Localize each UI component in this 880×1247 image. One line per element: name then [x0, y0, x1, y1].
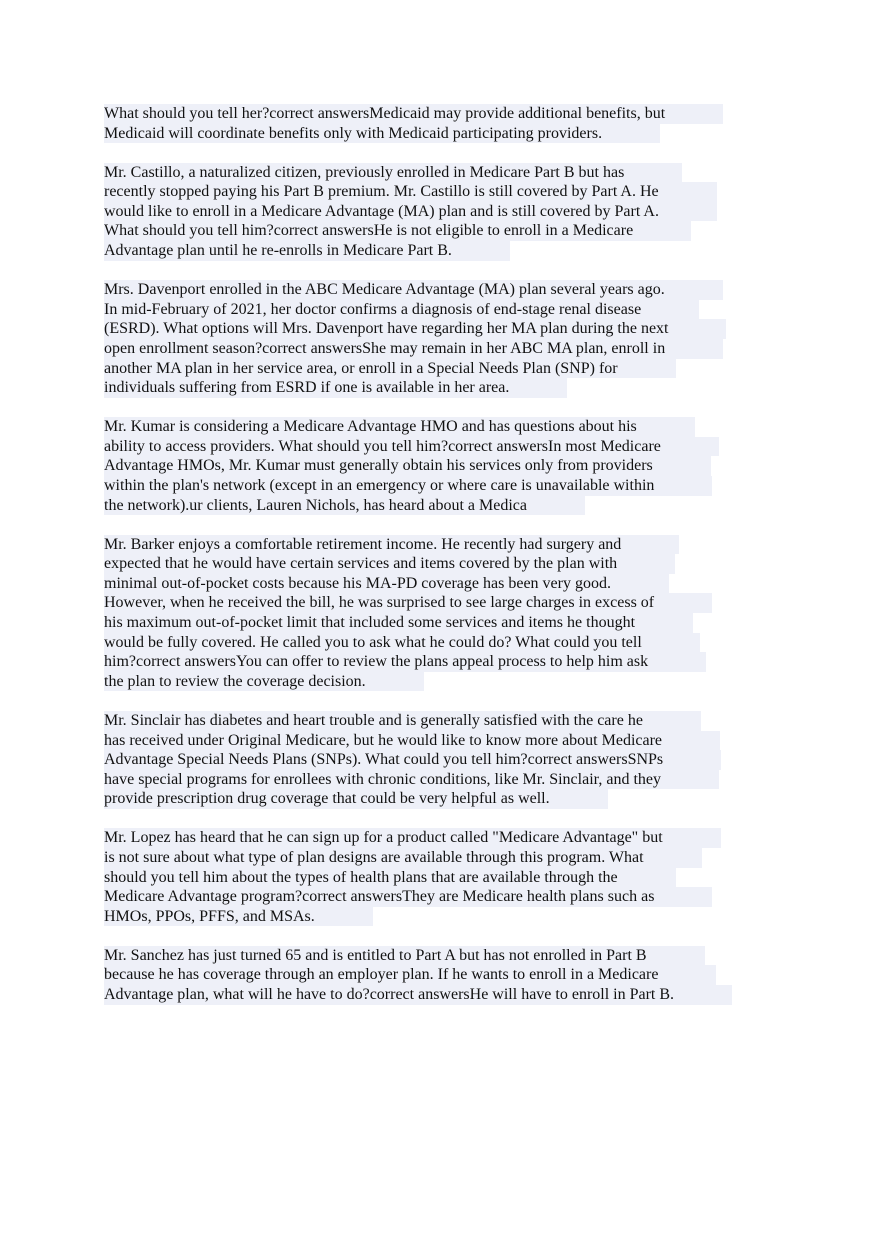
text-line: is not sure about what type of plan designs are available through this program. What — [104, 848, 702, 868]
text-line: Medicaid will coordinate benefits only with Medicaid participating providers. — [104, 124, 660, 144]
paragraph-davenport — [104, 280, 780, 398]
text-line: have special programs for enrollees with chronic conditions, like Mr. Sinclair, and they — [104, 770, 719, 790]
paragraph-castillo — [104, 163, 780, 261]
text-line: provide prescription drug coverage that could be very helpful as well. — [104, 789, 608, 809]
text-line: ability to access providers. What should you tell him?correct answersIn most Medicare — [104, 437, 719, 457]
text-line: would like to enroll in a Medicare Advantage (MA) plan and is still covered by Part A. — [104, 202, 717, 222]
text-line: However, when he received the bill, he was surprised to see large charges in excess of — [104, 593, 712, 613]
text-line: would be fully covered. He called you to ask what he could do? What could you tell — [104, 633, 700, 653]
text-line: In mid-February of 2021, her doctor confirms a diagnosis of end-stage renal disease — [104, 300, 699, 320]
text-line: should you tell him about the types of health plans that are available through the — [104, 868, 676, 888]
text-line: Advantage Special Needs Plans (SNPs). What could you tell him?correct answersSNPs — [104, 750, 721, 770]
text-line: HMOs, PPOs, PFFS, and MSAs. — [104, 907, 373, 927]
text-line: Mr. Lopez has heard that he can sign up for a product called "Medicare Advantage" but — [104, 828, 721, 848]
text-line: Advantage plan, what will he have to do?correct answersHe will have to enroll in Part B. — [104, 985, 732, 1005]
paragraph-lopez — [104, 828, 780, 926]
text-line: the network).ur clients, Lauren Nichols, has heard about a Medica — [104, 496, 585, 516]
text-line: the plan to review the coverage decision. — [104, 672, 424, 692]
paragraph-sinclair — [104, 711, 780, 809]
text-line: What should you tell him?correct answersHe is not eligible to enroll in a Medicare — [104, 221, 691, 241]
text-line: Mr. Kumar is considering a Medicare Advantage HMO and has questions about his — [104, 417, 695, 437]
text-line: expected that he would have certain services and items covered by the plan with — [104, 554, 675, 574]
text-line: Mrs. Davenport enrolled in the ABC Medicare Advantage (MA) plan several years ago. — [104, 280, 723, 300]
text-line: recently stopped paying his Part B premium. Mr. Castillo is still covered by Part A. He — [104, 182, 717, 202]
text-line: Medicare Advantage program?correct answersThey are Medicare health plans such as — [104, 887, 712, 907]
paragraph-medicaid — [104, 104, 780, 143]
text-line: Advantage plan until he re-enrolls in Medicare Part B. — [104, 241, 510, 261]
text-line: another MA plan in her service area, or enroll in a Special Needs Plan (SNP) for — [104, 359, 676, 379]
text-line: Advantage HMOs, Mr. Kumar must generally obtain his services only from providers — [104, 456, 711, 476]
paragraph-barker — [104, 535, 780, 692]
paragraph-sanchez — [104, 946, 780, 1005]
text-line: What should you tell her?correct answersMedicaid may provide additional benefits, but — [104, 104, 723, 124]
text-line: Mr. Sanchez has just turned 65 and is entitled to Part A but has not enrolled in Part B — [104, 946, 705, 966]
text-line: (ESRD). What options will Mrs. Davenport have regarding her MA plan during the next — [104, 319, 726, 339]
text-line: within the plan's network (except in an emergency or where care is unavailable within — [104, 476, 712, 496]
text-line: his maximum out-of-pocket limit that included some services and items he thought — [104, 613, 693, 633]
text-line: Mr. Sinclair has diabetes and heart trouble and is generally satisfied with the care he — [104, 711, 701, 731]
text-line: has received under Original Medicare, but he would like to know more about Medicare — [104, 731, 720, 751]
text-line: Mr. Castillo, a naturalized citizen, previously enrolled in Medicare Part B but has — [104, 163, 682, 183]
paragraph-kumar — [104, 417, 780, 515]
text-line: Mr. Barker enjoys a comfortable retirement income. He recently had surgery and — [104, 535, 679, 555]
text-line: individuals suffering from ESRD if one is available in her area. — [104, 378, 567, 398]
document-body — [104, 104, 780, 1024]
text-line: him?correct answersYou can offer to review the plans appeal process to help him ask — [104, 652, 706, 672]
text-line: minimal out-of-pocket costs because his MA-PD coverage has been very good. — [104, 574, 669, 594]
text-line: because he has coverage through an employer plan. If he wants to enroll in a Medicare — [104, 965, 716, 985]
text-line: open enrollment season?correct answersShe may remain in her ABC MA plan, enroll in — [104, 339, 723, 359]
